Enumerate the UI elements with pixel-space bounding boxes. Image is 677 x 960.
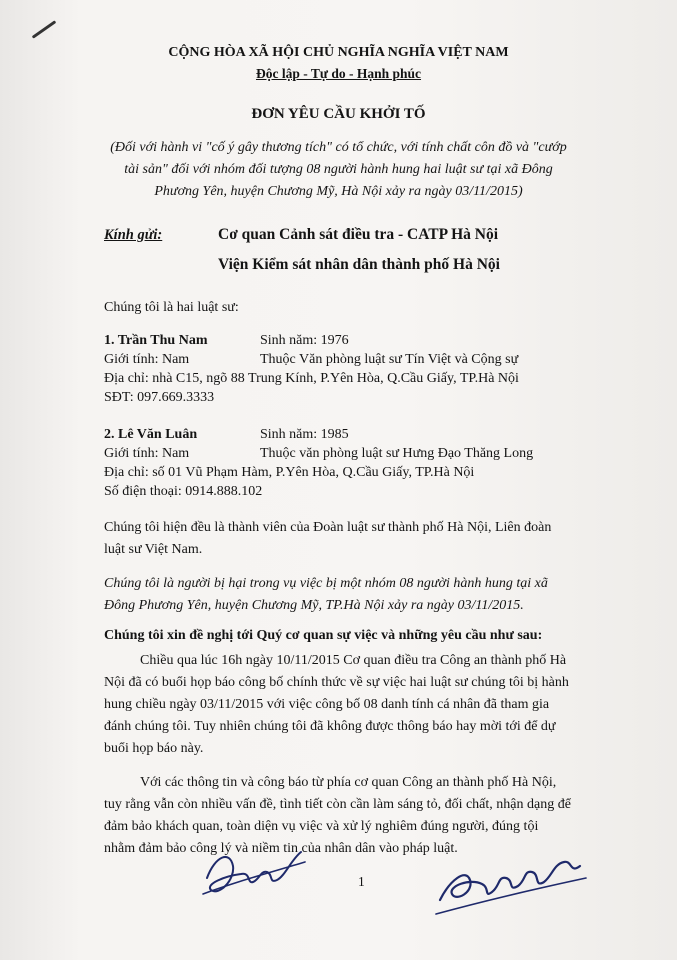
paragraph-1-line-3: hung chiều ngày 03/11/2015 với việc công bố 08 danh tính cá nhân đã tham gia: [104, 697, 550, 712]
page-number: 1: [358, 874, 365, 889]
lawyer-2-name: 2. Lê Văn Luân: [104, 427, 198, 442]
lawyer-2-gender: Giới tính: Nam: [104, 446, 190, 461]
lawyer-1-name: 1. Trần Thu Nam: [104, 333, 208, 348]
paragraph-2-line-3: đảm bảo khách quan, toàn diện vụ việc và xử lý nghiêm đúng người, đúng tội: [104, 819, 539, 834]
signature-left: [195, 838, 310, 908]
victim-line-2: Đông Phương Yên, huyện Chương Mỹ, TP.Hà Nội xảy ra ngày 03/11/2015.: [104, 598, 524, 613]
lawyer-2-birth: Sinh năm: 1985: [260, 427, 349, 442]
paragraph-2-line-4: nhằm đảm bảo công lý và niềm tin của nhân dân vào pháp luật.: [104, 841, 458, 856]
recipient-1: Cơ quan Cảnh sát điều tra - CATP Hà Nội: [218, 226, 499, 243]
paragraph-1-line-1: Chiều qua lúc 16h ngày 10/11/2015 Cơ quan điều tra Công an thành phố Hà: [140, 653, 567, 668]
lawyer-2-phone: Số điện thoại: 0914.888.102: [104, 484, 263, 499]
membership-line-2: luật sư Việt Nam.: [104, 542, 203, 557]
lawyer-1-phone: SĐT: 097.669.3333: [104, 390, 215, 405]
subtitle-line-3: Phương Yên, huyện Chương Mỹ, Hà Nội xảy ra ngày 03/11/2015): [154, 184, 523, 199]
recipient-label: Kính gửi:: [104, 227, 163, 243]
lawyer-2-office: Thuộc văn phòng luật sư Hưng Đạo Thăng Long: [260, 446, 534, 461]
paragraph-1-line-4: đánh chúng tôi. Tuy nhiên chúng tôi đã không được thông báo hay mời tới để dự: [104, 719, 556, 734]
subtitle-line-1: (Đối với hành vi "cố ý gây thương tích" có tổ chức, với tính chất côn đồ và "cướp: [110, 140, 567, 155]
request-heading: Chúng tôi xin đề nghị tới Quý cơ quan sự việc và những yêu cầu như sau:: [104, 628, 543, 643]
paragraph-2-line-1: Với các thông tin và công báo từ phía cơ quan Công an thành phố Hà Nội,: [140, 775, 557, 790]
signature-right: [430, 840, 590, 920]
paragraph-1-line-2: Nội đã có buổi họp báo công bố chính thức về sự việc hai luật sư chúng tôi bị hành: [104, 675, 569, 690]
motto: [0, 66, 677, 82]
subtitle-line-2: tài sản" đối với nhóm đối tượng 08 người hành hung hai luật sư tại xã Đông: [124, 162, 553, 177]
membership-line-1: Chúng tôi hiện đều là thành viên của Đoàn luật sư thành phố Hà Nội, Liên đoàn: [104, 520, 552, 535]
pen-mark: [32, 20, 57, 39]
nation-header: CỘNG HÒA XÃ HỘI CHỦ NGHĨA NGHĨA VIỆT NAM: [168, 45, 509, 60]
victim-line-1: Chúng tôi là người bị hại trong vụ việc bị một nhóm 08 người hành hung tại xã: [104, 576, 548, 591]
document-title: ĐƠN YÊU CẦU KHỞI TỐ: [251, 106, 426, 122]
recipient-2: Viện Kiểm sát nhân dân thành phố Hà Nội: [218, 256, 500, 273]
paragraph-1-line-5: buổi họp báo này.: [104, 741, 204, 756]
lawyer-2-address: Địa chỉ: số 01 Vũ Phạm Hàm, P.Yên Hòa, Q.Cầu Giấy, TP.Hà Nội: [104, 465, 475, 480]
paragraph-2-line-2: tuy rằng vẫn còn nhiều vấn đề, tình tiết còn cần làm sáng tỏ, đối chất, nhận dạng để: [104, 797, 571, 812]
motto-text: Độc lập - Tự do - Hạnh phúc: [255, 66, 422, 81]
lawyer-1-birth: Sinh năm: 1976: [260, 333, 349, 348]
lawyer-1-office: Thuộc Văn phòng luật sư Tín Việt và Cộng sự: [260, 352, 519, 367]
intro-text: Chúng tôi là hai luật sư:: [104, 300, 239, 315]
lawyer-1-gender: Giới tính: Nam: [104, 352, 190, 367]
lawyer-1-address: Địa chỉ: nhà C15, ngõ 88 Trung Kính, P.Yên Hòa, Q.Cầu Giấy, TP.Hà Nội: [104, 371, 519, 386]
